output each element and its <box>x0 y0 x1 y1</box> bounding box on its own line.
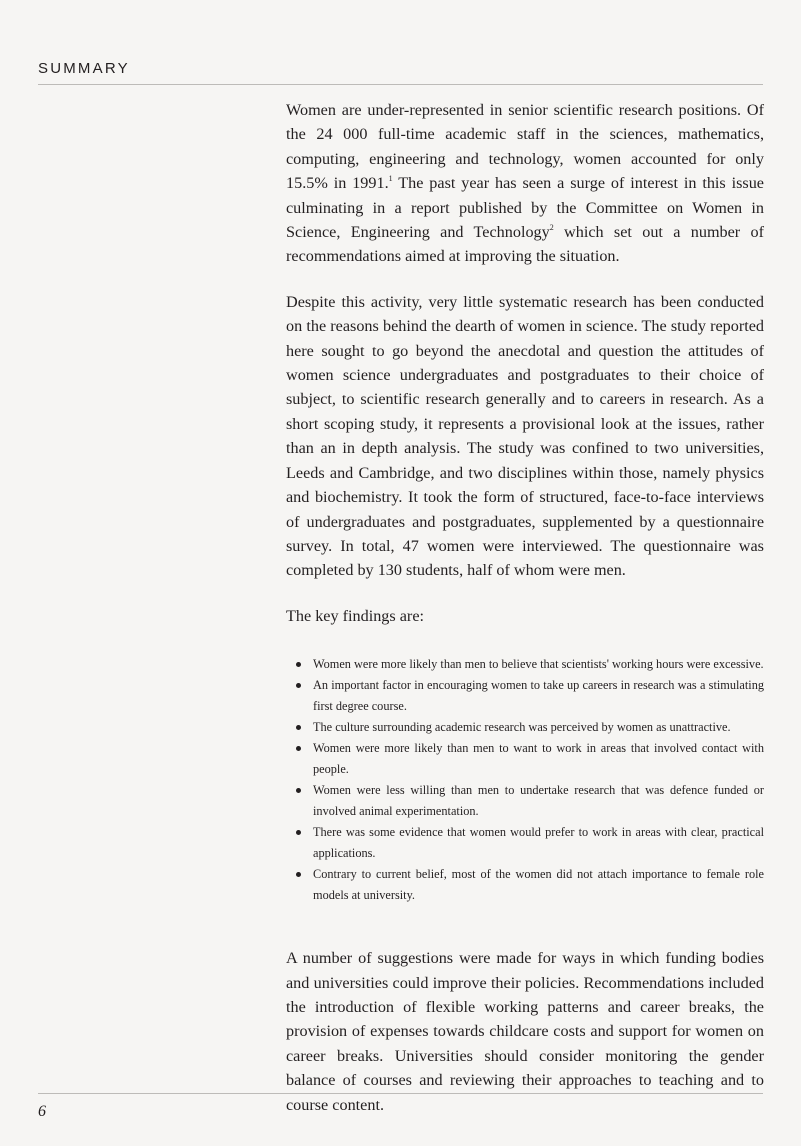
intro-paragraph <box>286 98 764 269</box>
recommendations-paragraph: A number of suggestions were made for ways in which funding bodies and universities could improve their policies. Recommendations included the introduction of flexible working patterns and career breaks, the provision of expenses towards childcare costs and support for women on career breaks. Universities should consider monitoring the gender balance of courses and reviewing their approaches to teaching and to course content. <box>286 949 764 1114</box>
key-findings-list <box>286 654 764 906</box>
finding-text: Women were more likely than men to want to work in areas that involved contact with people. <box>313 741 764 777</box>
page-number: 6 <box>38 1103 46 1120</box>
finding-item <box>286 654 764 675</box>
section-header: SUMMARY <box>38 60 130 77</box>
intro-text-3: which set out a number of recommendations aimed at improving the situation. <box>286 223 765 266</box>
finding-text: There was some evidence that women would prefer to work in areas with clear, practical applications. <box>313 825 764 861</box>
finding-text: Women were more likely than men to believe that scientists' working hours were excessive. <box>313 657 764 672</box>
bullet-icon <box>296 746 301 751</box>
findings-lead: The key findings are: <box>286 606 424 625</box>
bullet-icon <box>296 725 301 730</box>
bullet-icon <box>296 872 301 877</box>
bullet-icon <box>296 683 301 688</box>
finding-item <box>286 717 764 738</box>
footnote-ref-1: 1 <box>388 174 393 184</box>
finding-item <box>286 780 764 822</box>
finding-text: Women were less willing than men to undertake research that was defence funded or involved animal experimentation. <box>313 783 764 819</box>
finding-item <box>286 738 764 780</box>
study-paragraph: Despite this activity, very little systematic research has been conducted on the reasons behind the dearth of women in science. The study reported here sought to go beyond the anecdotal and question the attitudes of women science undergraduates and postgraduates to their choice of subject, to scientific research generally and to careers in research. As a short scoping study, it represents a provisional look at the issues, rather than an in depth analysis. The study was confined to two universities, Leeds and Cambridge, and two disciplines within those, namely physics and biochemistry. It took the form of structured, face-to-face interviews of undergraduates and postgraduates, supplemented by a questionnaire survey. In total, 47 women were interviewed. The questionnaire was completed by 130 students, half of whom were men. <box>286 292 764 580</box>
finding-text: The culture surrounding academic research was perceived by women as unattractive. <box>313 720 731 735</box>
finding-text: Contrary to current belief, most of the women did not attach importance to female role models at university. <box>313 867 764 903</box>
footnote-ref-2: 2 <box>549 223 554 233</box>
bullet-icon <box>296 830 301 835</box>
finding-item <box>286 675 764 717</box>
bullet-icon <box>296 788 301 793</box>
bullet-icon <box>296 662 301 667</box>
header-divider <box>38 84 763 85</box>
intro-text-1: Women are under-represented in senior scientific research positions. Of the 24 000 full-time academic staff in the sciences, mathematics, computing, engineering and technology, women accounted for only 15.5% in 1991. <box>286 101 764 193</box>
finding-item <box>286 864 764 906</box>
finding-text: An important factor in encouraging women to take up careers in research was a stimulating first degree course. <box>313 678 764 714</box>
finding-item <box>286 822 764 864</box>
footer-divider <box>38 1093 763 1094</box>
intro-text-2: The past year has seen a surge of interest in this issue culminating in a report published by the Committee on Women in Science, Engineering and Technology <box>286 174 764 242</box>
main-content <box>286 98 764 1117</box>
